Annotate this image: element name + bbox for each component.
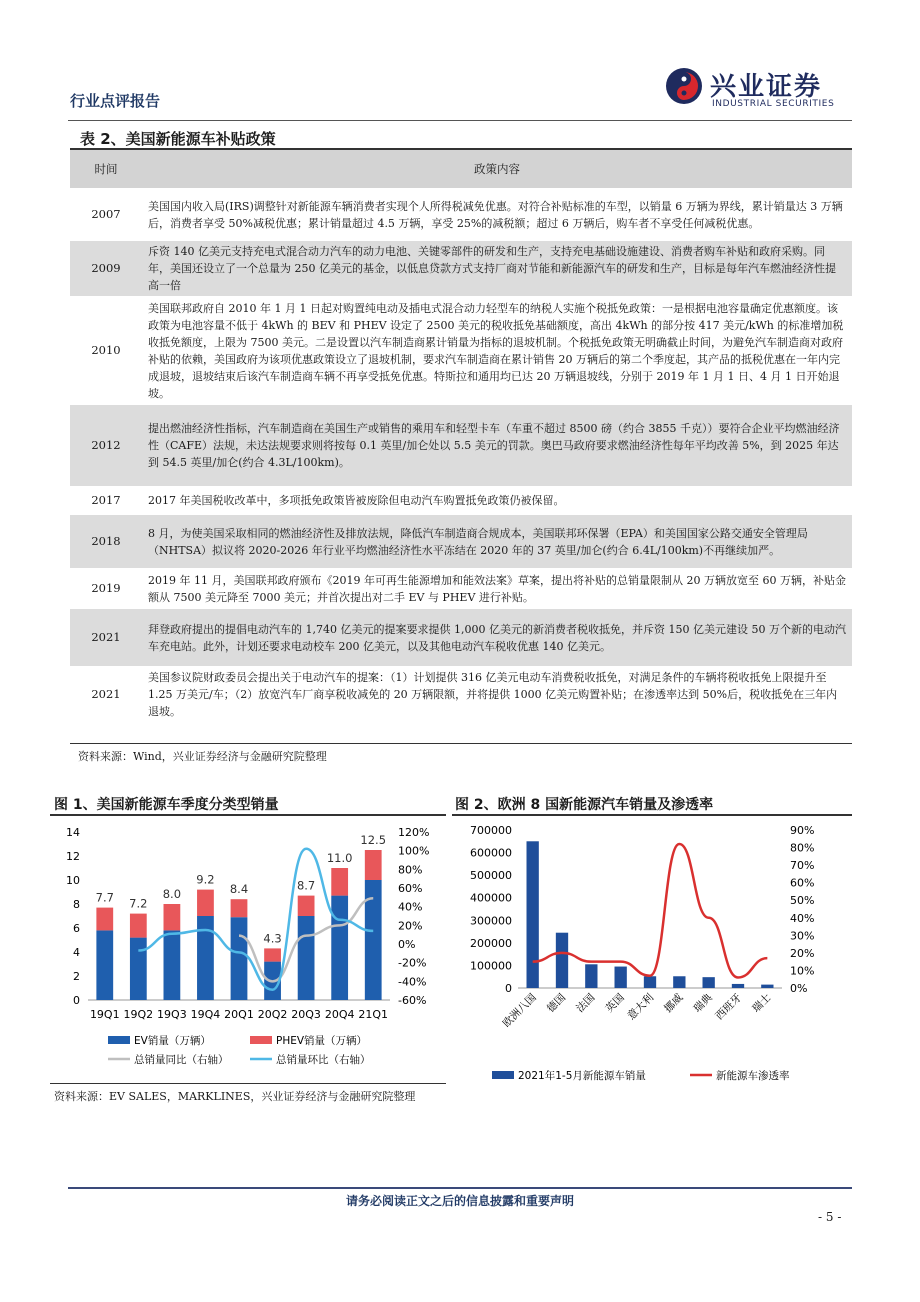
y-tick-label: 12 [66, 850, 80, 863]
data-label-total: 9.2 [196, 872, 215, 887]
table-row [70, 241, 852, 297]
bar-phev [197, 890, 214, 916]
y2-tick-label: -20% [398, 956, 427, 970]
y-tick-label: 500000 [470, 869, 512, 883]
bar-phev [298, 896, 315, 916]
bar-sales [703, 977, 715, 988]
bar-phev [365, 850, 382, 880]
y2-tick-label: 0% [790, 982, 808, 995]
footer-disclaimer: 请务必阅读正文之后的信息披露和重要声明 [345, 1194, 574, 1208]
row-year: 2019 [70, 569, 142, 609]
data-label-total: 8.7 [296, 878, 316, 893]
figure-bottom-rule [50, 1083, 446, 1084]
table-row [70, 667, 852, 723]
bar-ev [197, 916, 214, 1000]
y-tick-label: 0 [73, 994, 80, 1007]
data-label-total: 8.4 [229, 882, 249, 897]
bar-sales [585, 964, 597, 988]
legend-label-penetration: 新能源车渗透率 [716, 1070, 790, 1082]
bar-ev [96, 930, 113, 1000]
table-row [70, 405, 852, 487]
x-tick-label: 20Q3 [291, 1008, 321, 1021]
data-label-total: 4.3 [263, 931, 282, 946]
x-tick-label: 挪威 [662, 991, 686, 1015]
x-tick-label: 德国 [544, 991, 569, 1015]
x-tick-label: 法国 [574, 991, 598, 1015]
y-tick-label: 4 [73, 946, 80, 959]
bar-phev [164, 904, 181, 930]
bar-phev [231, 899, 248, 917]
row-content: 美国国内收入局(IRS)调整针对新能源车辆消费者实现个人所得税减免优惠。对符合补贴标准的车型，以销量 6 万辆为界线，累计销量达 3 万辆后，消费者享受 50%减税优惠；累计销量超过 4.5 万辆，享受 25%的减税额；超过 6 万辆后，购车者不享受任何减税优惠。 [142, 189, 852, 241]
x-tick-label: 20Q2 [257, 1008, 288, 1021]
bar-sales [732, 984, 744, 988]
logo-subtitle: INDUSTRIAL SECURITIES [712, 99, 835, 109]
x-tick-label: 19Q3 [157, 1008, 187, 1021]
header-divider [68, 120, 852, 121]
legend-label-yoy: 总销量同比（右轴） [134, 1054, 229, 1066]
legend-label-qoq: 总销量环比（右轴） [276, 1054, 371, 1066]
bar-sales [761, 985, 773, 988]
legend-swatch-ev [108, 1036, 130, 1044]
table-source: 资料来源：Wind，兴业证券经济与金融研究院整理 [78, 750, 327, 763]
x-tick-label: 19Q1 [89, 1008, 120, 1021]
y2-tick-label: 40% [398, 900, 423, 914]
bar-ev [331, 896, 348, 1000]
table-row [70, 609, 852, 667]
y-tick-label: 8 [73, 898, 80, 911]
data-label-total: 8.0 [162, 887, 182, 901]
x-tick-label: 20Q1 [224, 1008, 254, 1021]
table-row [70, 515, 852, 569]
y-tick-label: 700000 [470, 824, 512, 837]
row-year: 2007 [70, 189, 142, 241]
column-header-content: 政策内容 [142, 150, 852, 189]
data-label-total: 11.0 [326, 851, 353, 865]
legend-label-phev: PHEV销量（万辆） [276, 1035, 368, 1047]
table-title: 表 2、美国新能源车补贴政策 [80, 130, 276, 148]
row-year: 2018 [70, 515, 142, 569]
row-year: 2017 [70, 487, 142, 515]
legend-swatch-phev [250, 1036, 272, 1044]
x-tick-label: 20Q4 [324, 1008, 355, 1021]
bar-sales [527, 841, 539, 988]
bar-ev [231, 917, 248, 1000]
figure1-title: 图 1、美国新能源车季度分类型销量 [54, 797, 279, 813]
y2-tick-label: -60% [398, 994, 427, 1007]
y2-tick-label: 120% [398, 826, 430, 839]
x-tick-label: 21Q1 [358, 1008, 389, 1021]
y2-tick-label: 20% [790, 946, 815, 960]
y-tick-label: 2 [73, 970, 80, 983]
row-year: 2021 [70, 609, 142, 667]
y-tick-label: 200000 [470, 936, 512, 950]
y-tick-label: 100000 [470, 959, 512, 973]
y2-tick-label: 40% [790, 911, 815, 925]
row-year: 2012 [70, 405, 142, 487]
footer-divider [68, 1187, 852, 1189]
data-label-total: 7.2 [129, 896, 148, 911]
y2-tick-label: 80% [398, 863, 423, 877]
bar-phev [130, 914, 147, 938]
y2-tick-label: 70% [790, 859, 815, 873]
figure2-chart [452, 816, 852, 1082]
report-type-label: 行业点评报告 [70, 92, 161, 110]
bar-sales [673, 976, 685, 988]
row-content: 美国联邦政府自 2010 年 1 月 1 日起对购置纯电动及插电式混合动力轻型车的纳税人实施个税抵免政策：一是根据电池容量确定优惠额度。该政策为电池容量不低于 4kWh 的 BEV 和 PHEV 设定了 2500 美元的税收抵免基础额度，高出 4kWh 的部分按 417 美元/kWh 的标准增加税收抵免额度，上限为 7500 美元。二是设置以汽车制造商累计销量为指标的退坡机制。个税抵免政策无明确截止时间，为避免汽车制造商对政府补贴的依赖，美国政府为该项优惠政策设立了退坡机制，要求汽车制造商在累计销售 20 万辆后的第二个季度起，其产品的抵税优惠在一年内完成退坡，退坡结束后该汽车制造商车辆不再享受抵免优惠。特斯拉和通用均已达 20 万辆退坡线，分别于 2019 年 1 月 1 日、4 月 1 日开始退坡。 [142, 297, 852, 405]
legend-swatch-sales [492, 1071, 514, 1079]
figure1-chart [50, 816, 446, 1082]
x-tick-label: 瑞典 [691, 991, 715, 1015]
row-year: 2009 [70, 241, 142, 297]
table-row [70, 487, 852, 515]
bar-phev [331, 868, 348, 896]
legend-label-ev: EV销量（万辆） [134, 1035, 211, 1047]
row-year: 2010 [70, 297, 142, 405]
y2-tick-label: 10% [790, 964, 815, 978]
row-content: 斥资 140 亿美元支持充电式混合动力汽车的动力电池、关键零部件的研发和生产，支持充电基础设施建设、消费者购车补贴和政府采购。同年，美国还设立了一个总量为 250 亿美元的基金，以低息贷款方式支持厂商对节能和新能源汽车的研发和生产，目标是每年汽车燃油经济性提高一倍 [142, 241, 852, 297]
bar-sales [644, 976, 656, 988]
bar-ev [298, 916, 315, 1000]
figures-source: 资料来源：EV SALES，MARKLINES，兴业证券经济与金融研究院整理 [54, 1090, 416, 1103]
policy-table [70, 150, 852, 723]
y-tick-label: 600000 [470, 846, 512, 860]
x-tick-label: 西班牙 [713, 991, 745, 1023]
y2-tick-label: 20% [398, 919, 423, 933]
logo-text: 兴业证券 [710, 72, 823, 102]
table-row [70, 189, 852, 241]
row-content: 2017 年美国税收改革中，多项抵免政策皆被废除但电动汽车购置抵免政策仍被保留。 [142, 487, 852, 515]
table-bottom-rule [70, 743, 852, 744]
y2-tick-label: 0% [398, 938, 416, 951]
logo-icon [664, 66, 704, 106]
x-tick-label: 瑞士 [750, 991, 774, 1015]
x-tick-label: 英国 [603, 991, 627, 1015]
y2-tick-label: 100% [398, 844, 430, 858]
y-tick-label: 14 [66, 826, 80, 839]
y-tick-label: 400000 [470, 891, 512, 905]
row-content: 美国参议院财政委员会提出关于电动汽车的提案：（1）计划提供 316 亿美元电动车消费税收抵免，对满足条件的车辆将税收抵免上限提升至 1.25 万美元/车；（2）放宽汽车厂商享税收减免的 20 万辆限额，并将提供 1000 亿美元购置补贴；在渗透率达到 50%后，税收抵免在三年内退坡。 [142, 667, 852, 723]
figure2-title: 图 2、欧洲 8 国新能源汽车销量及渗透率 [455, 797, 714, 813]
table-row [70, 569, 852, 609]
y2-tick-label: 90% [790, 824, 815, 837]
page-number: - 5 - [818, 1210, 842, 1224]
row-content: 拜登政府提出的提倡电动汽车的 1,740 亿美元的提案要求提供 1,000 亿美元的新消费者税收抵免，并斥资 150 亿美元建设 50 万个新的电动汽车充电站。此外，计划还要求电动校车 200 亿美元，以及其他电动汽车税收优惠 140 亿美元。 [142, 609, 852, 667]
row-year: 2021 [70, 667, 142, 723]
y2-tick-label: 30% [790, 929, 815, 943]
x-tick-label: 19Q4 [190, 1008, 221, 1021]
table-row [70, 297, 852, 405]
row-content: 8 月，为使美国采取相同的燃油经济性及排放法规，降低汽车制造商合规成本，美国联邦环保署（EPA）和美国国家公路交通安全管理局（NHTSA）拟议将 2020-2026 年行业平均燃油经济性水平冻结在 2020 年的 37 英里/加仑(约合 6.4L/100km)不再继续加严。 [142, 515, 852, 569]
x-tick-label: 19Q2 [123, 1008, 154, 1021]
legend-label-sales: 2021年1-5月新能源车销量 [518, 1070, 646, 1082]
table-header-row [70, 150, 852, 189]
y2-tick-label: 80% [790, 841, 815, 855]
row-content: 2019 年 11 月，美国联邦政府颁布《2019 年可再生能源增加和能效法案》草案，提出将补贴的总销量限制从 20 万辆放宽至 60 万辆，补贴金额从 7500 美元降至 7000 美元；并首次提出对二手 EV 与 PHEV 进行补贴。 [142, 569, 852, 609]
y2-tick-label: 60% [790, 876, 815, 890]
bar-ev [130, 938, 147, 1000]
y-tick-label: 0 [505, 982, 512, 995]
bar-sales [556, 933, 568, 988]
y2-tick-label: 60% [398, 882, 423, 895]
y-tick-label: 300000 [470, 914, 512, 928]
row-content: 提出燃油经济性指标，汽车制造商在美国生产或销售的乘用车和轻型卡车（车重不超过 8500 磅（约合 3855 千克））要符合企业平均燃油经济性（CAFE）法规，未达法规要求则将按每 0.1 英里/加仑处以 5.5 美元的罚款。奥巴马政府要求燃油经济性每年平均改善 5%，到 2025 年达到 54.5 英里/加仑(约合 4.3L/100km)。 [142, 405, 852, 487]
bar-sales [615, 967, 627, 988]
bar-phev [264, 948, 281, 961]
y2-tick-label: -40% [398, 975, 427, 989]
data-label-total: 12.5 [360, 833, 387, 847]
bar-phev [96, 908, 113, 931]
x-tick-label: 欧洲八国 [500, 991, 539, 1030]
y2-tick-label: 50% [790, 894, 815, 908]
data-label-total: 7.7 [95, 890, 114, 905]
column-header-year: 时间 [70, 150, 142, 189]
x-tick-label: 意大利 [625, 991, 657, 1023]
y-tick-label: 6 [73, 922, 80, 935]
bar-ev [164, 930, 181, 1000]
y-tick-label: 10 [66, 874, 80, 887]
